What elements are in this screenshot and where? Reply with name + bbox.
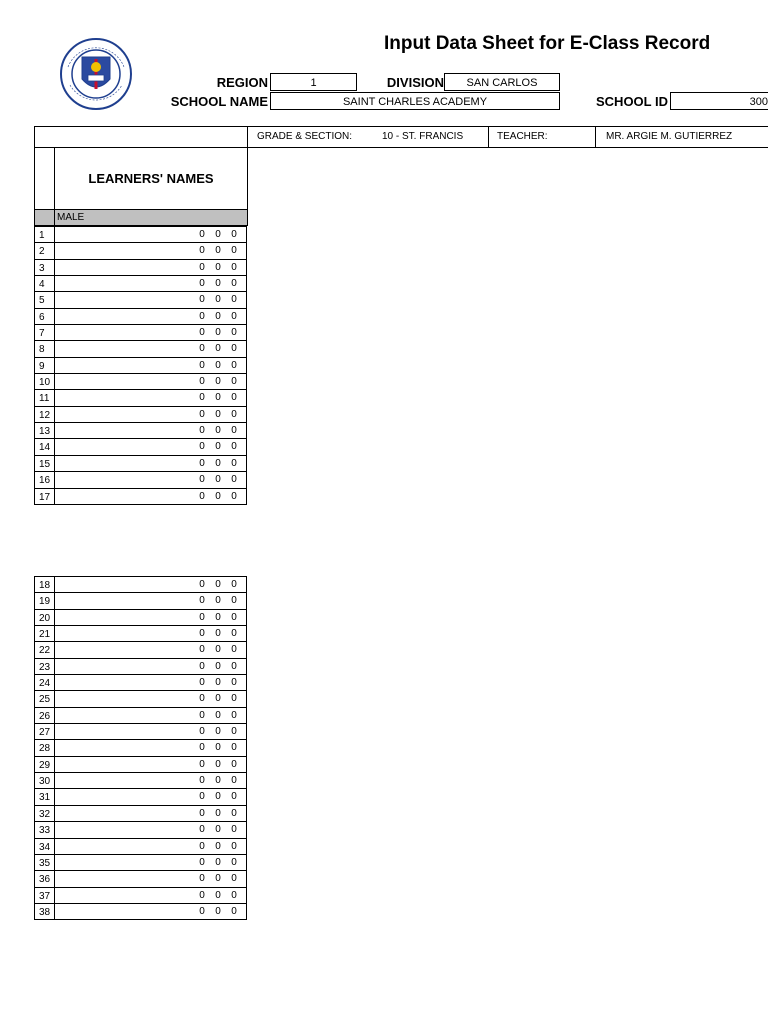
table-row[interactable] xyxy=(35,471,246,487)
table-row[interactable] xyxy=(35,625,246,641)
score-cell[interactable]: 0 xyxy=(231,709,237,721)
score-cell[interactable]: 0 xyxy=(215,644,221,656)
score-cell[interactable]: 0 xyxy=(215,791,221,803)
row-number: 35 xyxy=(35,855,55,870)
score-cell[interactable]: 0 xyxy=(231,408,237,420)
score-cell[interactable]: 0 xyxy=(215,579,221,590)
table-row[interactable] xyxy=(35,592,246,608)
row-number: 28 xyxy=(35,740,55,755)
table-row[interactable] xyxy=(35,805,246,821)
row-number: 13 xyxy=(35,423,55,438)
row-number: 20 xyxy=(35,610,55,625)
table-row[interactable] xyxy=(35,641,246,657)
score-cell[interactable]: 0 xyxy=(231,807,237,819)
score-cell[interactable]: 0 xyxy=(231,791,237,803)
row-number: 24 xyxy=(35,675,55,690)
score-cell[interactable]: 0 xyxy=(199,376,205,388)
score-cell[interactable]: 0 xyxy=(231,359,237,371)
score-cell[interactable]: 0 xyxy=(199,490,205,502)
score-cell[interactable]: 0 xyxy=(215,611,221,623)
table-row[interactable] xyxy=(35,838,246,854)
row-number: 26 xyxy=(35,708,55,723)
table-row[interactable] xyxy=(35,259,246,275)
row-number: 12 xyxy=(35,407,55,422)
score-cell[interactable]: 0 xyxy=(215,693,221,705)
score-cell[interactable]: 0 xyxy=(199,441,205,453)
table-row[interactable] xyxy=(35,674,246,690)
score-cell[interactable]: 0 xyxy=(231,294,237,306)
score-cell[interactable]: 0 xyxy=(199,229,205,240)
school-name-label: SCHOOL NAME xyxy=(170,94,268,109)
row-number: 30 xyxy=(35,773,55,788)
score-cell[interactable]: 0 xyxy=(231,229,237,240)
score-cell[interactable]: 0 xyxy=(231,693,237,705)
table-row[interactable] xyxy=(35,291,246,307)
score-cell[interactable]: 0 xyxy=(215,261,221,273)
region-label: REGION xyxy=(216,75,268,90)
learners-names-header xyxy=(34,147,248,210)
score-cell[interactable]: 0 xyxy=(215,408,221,420)
row-number: 29 xyxy=(35,757,55,772)
score-cell[interactable]: 0 xyxy=(215,490,221,502)
table-row[interactable] xyxy=(35,275,246,291)
table-row[interactable] xyxy=(35,324,246,340)
score-cell[interactable]: 0 xyxy=(215,245,221,257)
male-label: MALE xyxy=(57,212,85,223)
row-number: 3 xyxy=(35,260,55,275)
score-cell[interactable]: 0 xyxy=(199,709,205,721)
score-cell[interactable]: 0 xyxy=(199,310,205,322)
table-row[interactable] xyxy=(35,389,246,405)
table-row[interactable] xyxy=(35,690,246,706)
score-cell[interactable]: 0 xyxy=(231,425,237,437)
score-cell[interactable]: 0 xyxy=(215,628,221,640)
score-cell[interactable]: 0 xyxy=(215,278,221,290)
row-number: 10 xyxy=(35,374,55,389)
row-number: 4 xyxy=(35,276,55,291)
table-row[interactable] xyxy=(35,756,246,772)
score-cell[interactable]: 0 xyxy=(199,408,205,420)
score-cell[interactable]: 0 xyxy=(231,889,237,901)
score-cell[interactable]: 0 xyxy=(231,856,237,868)
table-row[interactable] xyxy=(35,854,246,870)
row-number: 27 xyxy=(35,724,55,739)
row-number: 21 xyxy=(35,626,55,641)
score-cell[interactable]: 0 xyxy=(231,840,237,852)
table-row[interactable] xyxy=(35,357,246,373)
table-row[interactable] xyxy=(35,739,246,755)
school-id-label: SCHOOL ID xyxy=(596,94,668,109)
score-cell[interactable]: 0 xyxy=(199,294,205,306)
score-cell[interactable]: 0 xyxy=(199,758,205,770)
grade-section-label: GRADE & SECTION: xyxy=(257,131,353,142)
table-row[interactable] xyxy=(35,406,246,422)
score-cell[interactable]: 0 xyxy=(199,644,205,656)
score-cell[interactable]: 0 xyxy=(231,245,237,257)
table-row[interactable] xyxy=(35,226,246,242)
score-cell[interactable]: 0 xyxy=(215,889,221,901)
score-cell[interactable]: 0 xyxy=(199,359,205,371)
score-cell[interactable]: 0 xyxy=(199,693,205,705)
score-cell[interactable]: 0 xyxy=(231,873,237,885)
table-row[interactable] xyxy=(35,821,246,837)
table-row[interactable] xyxy=(35,887,246,903)
score-cell[interactable]: 0 xyxy=(231,457,237,469)
score-cell[interactable]: 0 xyxy=(231,726,237,738)
score-cell[interactable]: 0 xyxy=(199,873,205,885)
score-cell[interactable]: 0 xyxy=(215,758,221,770)
row-number: 8 xyxy=(35,341,55,356)
score-cell[interactable]: 0 xyxy=(215,441,221,453)
row-number: 18 xyxy=(35,577,55,592)
score-cell[interactable]: 0 xyxy=(199,791,205,803)
score-cell[interactable]: 0 xyxy=(199,343,205,355)
row-number: 25 xyxy=(35,691,55,706)
score-cell[interactable]: 0 xyxy=(215,742,221,754)
school-id-field[interactable]: 300 xyxy=(670,92,768,110)
score-cell[interactable]: 0 xyxy=(231,758,237,770)
row-number: 38 xyxy=(35,904,55,919)
score-cell[interactable]: 0 xyxy=(199,726,205,738)
score-cell[interactable]: 0 xyxy=(199,905,205,917)
score-cell[interactable]: 0 xyxy=(199,457,205,469)
table-row[interactable] xyxy=(35,903,246,919)
score-cell[interactable]: 0 xyxy=(215,310,221,322)
score-cell[interactable]: 0 xyxy=(215,726,221,738)
row-number: 2 xyxy=(35,243,55,258)
score-cell[interactable]: 0 xyxy=(215,425,221,437)
row-number: 7 xyxy=(35,325,55,340)
score-cell[interactable]: 0 xyxy=(199,425,205,437)
table-row[interactable] xyxy=(35,340,246,356)
score-cell[interactable]: 0 xyxy=(231,392,237,404)
table-row[interactable] xyxy=(35,242,246,258)
score-cell[interactable]: 0 xyxy=(231,441,237,453)
score-cell[interactable]: 0 xyxy=(215,709,221,721)
score-cell[interactable]: 0 xyxy=(199,245,205,257)
score-cell[interactable]: 0 xyxy=(215,807,221,819)
score-cell[interactable]: 0 xyxy=(215,660,221,672)
score-cell[interactable]: 0 xyxy=(215,775,221,787)
score-cell[interactable]: 0 xyxy=(199,261,205,273)
table-row[interactable] xyxy=(35,772,246,788)
score-cell[interactable]: 0 xyxy=(199,474,205,486)
score-cell[interactable]: 0 xyxy=(215,229,221,240)
row-number: 17 xyxy=(35,489,55,504)
score-cell[interactable]: 0 xyxy=(215,327,221,339)
row-number: 16 xyxy=(35,472,55,487)
score-cell[interactable]: 0 xyxy=(199,392,205,404)
score-cell[interactable]: 0 xyxy=(215,905,221,917)
teacher-value[interactable]: MR. ARGIE M. GUTIERREZ xyxy=(606,131,733,142)
score-cell[interactable]: 0 xyxy=(215,457,221,469)
score-cell[interactable]: 0 xyxy=(215,359,221,371)
score-cell[interactable]: 0 xyxy=(231,310,237,322)
score-cell[interactable]: 0 xyxy=(199,856,205,868)
table-row[interactable] xyxy=(35,438,246,454)
row-number: 22 xyxy=(35,642,55,657)
score-cell[interactable]: 0 xyxy=(199,628,205,640)
row-number: 23 xyxy=(35,659,55,674)
teacher-label: TEACHER: xyxy=(497,131,548,142)
row-number: 14 xyxy=(35,439,55,454)
score-cell[interactable]: 0 xyxy=(199,840,205,852)
score-cell[interactable]: 0 xyxy=(215,824,221,836)
score-cell[interactable]: 0 xyxy=(231,376,237,388)
score-cell[interactable]: 0 xyxy=(199,677,205,689)
score-cell[interactable]: 0 xyxy=(231,742,237,754)
row-number: 31 xyxy=(35,789,55,804)
score-cell[interactable]: 0 xyxy=(199,327,205,339)
score-cell[interactable]: 0 xyxy=(231,595,237,607)
score-cell[interactable]: 0 xyxy=(215,840,221,852)
score-cell[interactable]: 0 xyxy=(215,343,221,355)
table-row[interactable] xyxy=(35,576,246,592)
score-cell[interactable]: 0 xyxy=(231,490,237,502)
learners-table-part2 xyxy=(34,576,247,920)
deped-seal-logo xyxy=(54,37,138,111)
score-cell[interactable]: 0 xyxy=(231,677,237,689)
grade-teacher-row xyxy=(34,126,768,148)
score-cell[interactable]: 0 xyxy=(199,595,205,607)
row-number: 9 xyxy=(35,358,55,373)
table-row[interactable] xyxy=(35,422,246,438)
score-cell[interactable]: 0 xyxy=(231,775,237,787)
row-number: 33 xyxy=(35,822,55,837)
learners-table-part1 xyxy=(34,226,247,505)
score-cell[interactable]: 0 xyxy=(199,660,205,672)
row-number: 6 xyxy=(35,309,55,324)
division-label: DIVISION xyxy=(386,75,444,90)
table-row[interactable] xyxy=(35,455,246,471)
score-cell[interactable]: 0 xyxy=(231,611,237,623)
row-number: 19 xyxy=(35,593,55,608)
table-row[interactable] xyxy=(35,707,246,723)
row-number: 11 xyxy=(35,390,55,405)
score-cell[interactable]: 0 xyxy=(231,905,237,917)
row-number: 15 xyxy=(35,456,55,471)
score-cell[interactable]: 0 xyxy=(231,628,237,640)
score-cell[interactable]: 0 xyxy=(231,261,237,273)
row-number: 36 xyxy=(35,871,55,886)
score-cell[interactable]: 0 xyxy=(199,579,205,590)
table-row[interactable] xyxy=(35,658,246,674)
row-number: 1 xyxy=(35,227,55,242)
region-field[interactable]: 1 xyxy=(270,73,357,91)
score-cell[interactable]: 0 xyxy=(199,889,205,901)
score-cell[interactable]: 0 xyxy=(215,873,221,885)
table-row[interactable] xyxy=(35,788,246,804)
table-row[interactable] xyxy=(35,870,246,886)
score-cell[interactable]: 0 xyxy=(215,474,221,486)
row-number: 5 xyxy=(35,292,55,307)
table-row[interactable] xyxy=(35,723,246,739)
score-cell[interactable]: 0 xyxy=(199,611,205,623)
table-row[interactable] xyxy=(35,373,246,389)
division-field[interactable]: SAN CARLOS xyxy=(444,73,560,91)
score-cell[interactable]: 0 xyxy=(231,474,237,486)
row-number: 32 xyxy=(35,806,55,821)
score-cell[interactable]: 0 xyxy=(231,327,237,339)
score-cell[interactable]: 0 xyxy=(215,677,221,689)
score-cell[interactable]: 0 xyxy=(215,392,221,404)
score-cell[interactable]: 0 xyxy=(199,807,205,819)
score-cell[interactable]: 0 xyxy=(199,742,205,754)
page-title: Input Data Sheet for E-Class Record xyxy=(384,33,711,54)
row-number: 34 xyxy=(35,839,55,854)
school-name-field[interactable]: SAINT CHARLES ACADEMY xyxy=(270,92,560,110)
score-cell[interactable]: 0 xyxy=(215,376,221,388)
score-cell[interactable]: 0 xyxy=(231,579,237,590)
table-row[interactable] xyxy=(35,609,246,625)
score-cell[interactable]: 0 xyxy=(199,775,205,787)
table-row[interactable] xyxy=(35,488,246,504)
table-row[interactable] xyxy=(35,308,246,324)
score-cell[interactable]: 0 xyxy=(231,644,237,656)
score-cell[interactable]: 0 xyxy=(231,343,237,355)
score-cell[interactable]: 0 xyxy=(199,824,205,836)
grade-section-value[interactable]: 10 - ST. FRANCIS xyxy=(382,131,464,142)
male-section-header xyxy=(34,209,248,226)
score-cell[interactable]: 0 xyxy=(215,294,221,306)
score-cell[interactable]: 0 xyxy=(215,856,221,868)
score-cell[interactable]: 0 xyxy=(231,278,237,290)
score-cell[interactable]: 0 xyxy=(215,595,221,607)
score-cell[interactable]: 0 xyxy=(231,660,237,672)
score-cell[interactable]: 0 xyxy=(199,278,205,290)
learners-names-title: LEARNERS' NAMES xyxy=(88,171,214,186)
row-number: 37 xyxy=(35,888,55,903)
score-cell[interactable]: 0 xyxy=(231,824,237,836)
